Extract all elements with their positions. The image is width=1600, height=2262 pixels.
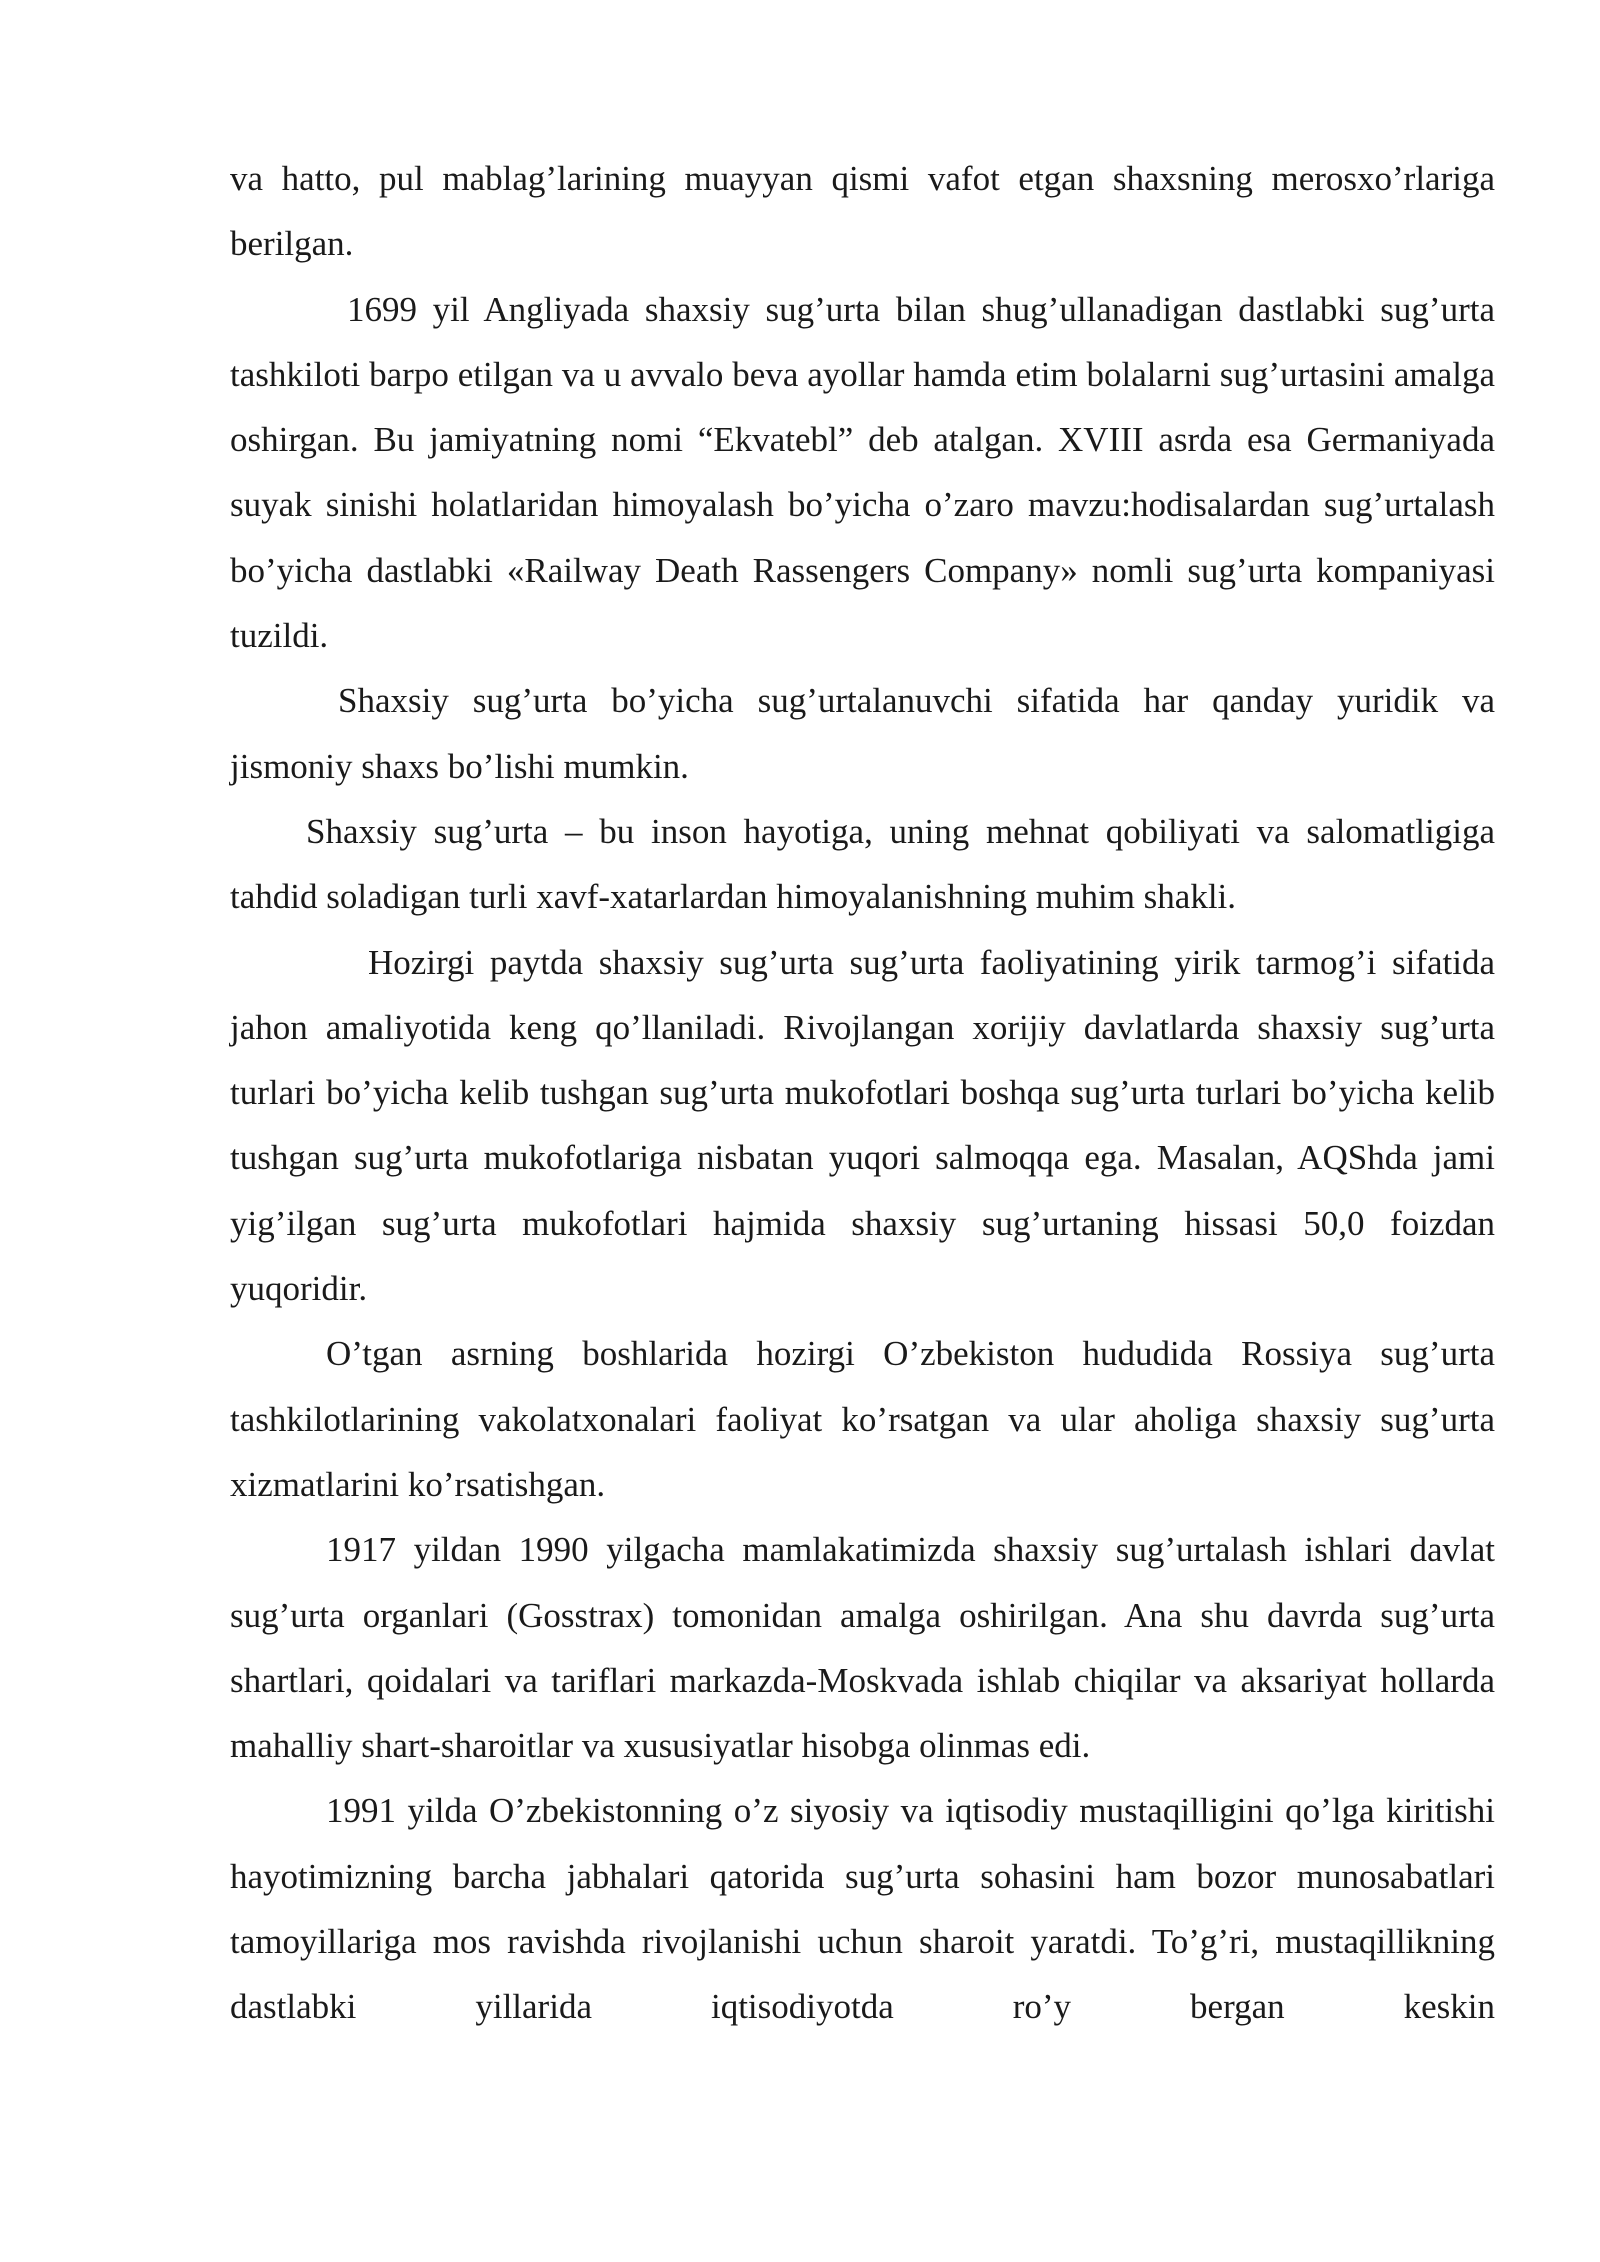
paragraph-1: va hatto, pul mablag’larining muayyan qismi vafot etgan shaxsning merosxo’rlariga berilgan. [230,159,1495,264]
paragraph-2: 1699 yil Angliyada shaxsiy sug’urta bilan shug’ullanadigan dastlabki sug’urta tashkiloti barpo etilgan va u avvalo beva ayollar hamda etim bolalarni sug’urtasini amalga oshirgan. Bu jamiyatning nomi “Ekvatebl” deb atalgan. XVIII asrda esa Germaniyada suyak sinishi holatlaridan himoyalash bo’yicha o’zaro mavzu:hodisalardan sug’urtalash bo’yicha dastlabki «Railway Death Rassengers Company» nomli sug’urta kompaniyasi tuzildi. [230,289,1495,656]
paragraph-3: Shaxsiy sug’urta bo’yicha sug’urtalanuvchi sifatida har qanday yuridik va jismoniy shaxs bo’lishi mumkin. [230,681,1495,786]
paragraph-4: Shaxsiy sug’urta – bu inson hayotiga, uning mehnat qobiliyati va salomatligiga tahdid soladigan turli xavf-xatarlardan himoyalanishning muhim shakli. [230,811,1495,917]
paragraph-5: Hozirgi paytda shaxsiy sug’urta sug’urta faoliyatining yirik tarmog’i sifatida jahon amaliyotida keng qo’llaniladi. Rivojlangan xorijiy davlatlarda shaxsiy sug’urta turlari bo’yicha kelib tushgan sug’urta mukofotlari boshqa sug’urta turlari bo’yicha kelib tushgan sug’urta mukofotlariga nisbatan yuqori salmoqqa ega. Masalan, AQShda jami yig’ilgan sug’urta mukofotlari hajmida shaxsiy sug’urtaning hissasi 50,0 foizdan yuqoridir. [230,942,1495,1309]
document-body [230,146,1495,2040]
paragraph-6: O’tgan asrning boshlarida hozirgi O’zbekiston hududida Rossiya sug’urta tashkilotlarining vakolatxonalari faoliyat ko’rsatgan va ular aholiga shaxsiy sug’urta xizmatlarini ko’rsatishgan. [230,1334,1495,1504]
paragraph-7: 1917 yildan 1990 yilgacha mamlakatimizda shaxsiy sug’urtalash ishlari davlat sug’urta organlari (Gosstrax) tomonidan amalga oshirilgan. Ana shu davrda sug’urta shartlari, qoidalari va tariflari markazda-Moskvada ishlab chiqilar va aksariyat hollarda mahalliy shart-sharoitlar va xususiyatlar hisobga olinmas edi. [230,1530,1495,1766]
paragraph-8: 1991 yilda O’zbekistonning o’z siyosiy va iqtisodiy mustaqilligini qo’lga kiritishi hayotimizning barcha jabhalari qatorida sug’urta sohasini ham bozor munosabatlari tamoyillariga mos ravishda rivojlanishi uchun sharoit yaratdi. To’g’ri, mustaqillikning dastlabki yillarida iqtisodiyotda ro’y bergan keskin [230,1791,1495,2027]
